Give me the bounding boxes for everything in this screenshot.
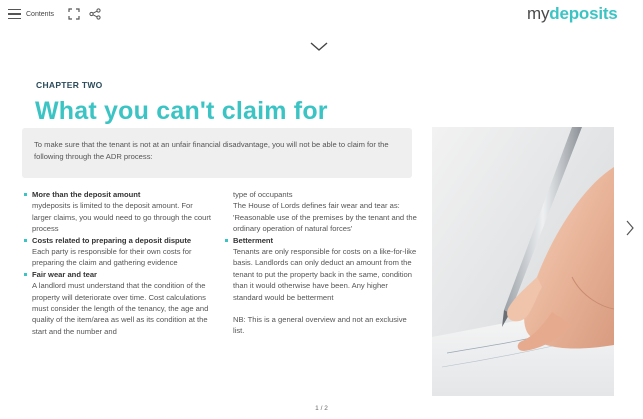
contents-button[interactable]: Contents xyxy=(26,10,55,18)
list-item xyxy=(24,269,212,337)
item-heading: Costs related to preparing a deposit dispute xyxy=(32,235,192,245)
bullet-icon xyxy=(24,193,27,196)
item-body: A landlord must understand that the condition of the property will deteriorate over time. Cost calculations must consider the length of the tenancy, the age and quality of the item/area as well as its condition at the start and the number and xyxy=(32,281,209,336)
mydeposits-logo xyxy=(527,4,618,24)
intro-text: To make sure that the tenant is not at an unfair financial disadvantage, you will not be able to claim for the following through the ADR process: xyxy=(34,140,389,161)
item-body: Each party is responsible for their own costs for preparing the claim and gathering evidence xyxy=(32,247,192,268)
bullet-icon xyxy=(24,239,27,242)
hand-writing-photo xyxy=(432,127,614,396)
fullscreen-icon[interactable] xyxy=(68,8,80,20)
bullet-icon xyxy=(225,239,228,242)
hamburger-icon[interactable] xyxy=(8,9,21,19)
share-icon[interactable] xyxy=(89,8,101,20)
list-item xyxy=(24,235,212,269)
intro-box xyxy=(22,128,412,178)
photo-illustration xyxy=(432,127,614,396)
right-column xyxy=(225,189,417,337)
item-body: Tenants are only responsible for costs on a like-for-like basis. Landlords can only deduct an amount from the tenant to put the property back in the same, condition than it would otherwise have been. Any higher standard would be betterment xyxy=(233,247,417,302)
bullet-icon xyxy=(24,273,27,276)
top-toolbar xyxy=(0,0,643,30)
item-heading: Fair wear and tear xyxy=(32,269,97,279)
note-text: NB: This is a general overview and not an exclusive list. xyxy=(233,315,407,336)
chevron-right-icon[interactable] xyxy=(626,220,634,236)
left-column xyxy=(24,189,212,337)
list-item xyxy=(24,189,212,235)
continuation-text: type of occupants The House of Lords defines fair wear and tear as: 'Reasonable use of the premises by the tenant and the ordinary operation of natural forces' xyxy=(233,190,417,234)
list-item xyxy=(225,235,417,303)
item-heading: Betterment xyxy=(233,235,274,245)
page-indicator: 1 / 2 xyxy=(315,405,328,412)
item-body: mydeposits is limited to the deposit amount. For larger claims, you would need to go through the court process xyxy=(32,201,211,234)
toolbar-left xyxy=(8,8,101,20)
chapter-label: CHAPTER TWO xyxy=(36,80,103,90)
page-title: What you can't claim for xyxy=(35,97,328,125)
logo-my: my xyxy=(527,4,550,23)
logo-deposits: deposits xyxy=(549,4,618,23)
item-heading: More than the deposit amount xyxy=(32,190,141,199)
chevron-down-icon[interactable] xyxy=(310,42,328,52)
